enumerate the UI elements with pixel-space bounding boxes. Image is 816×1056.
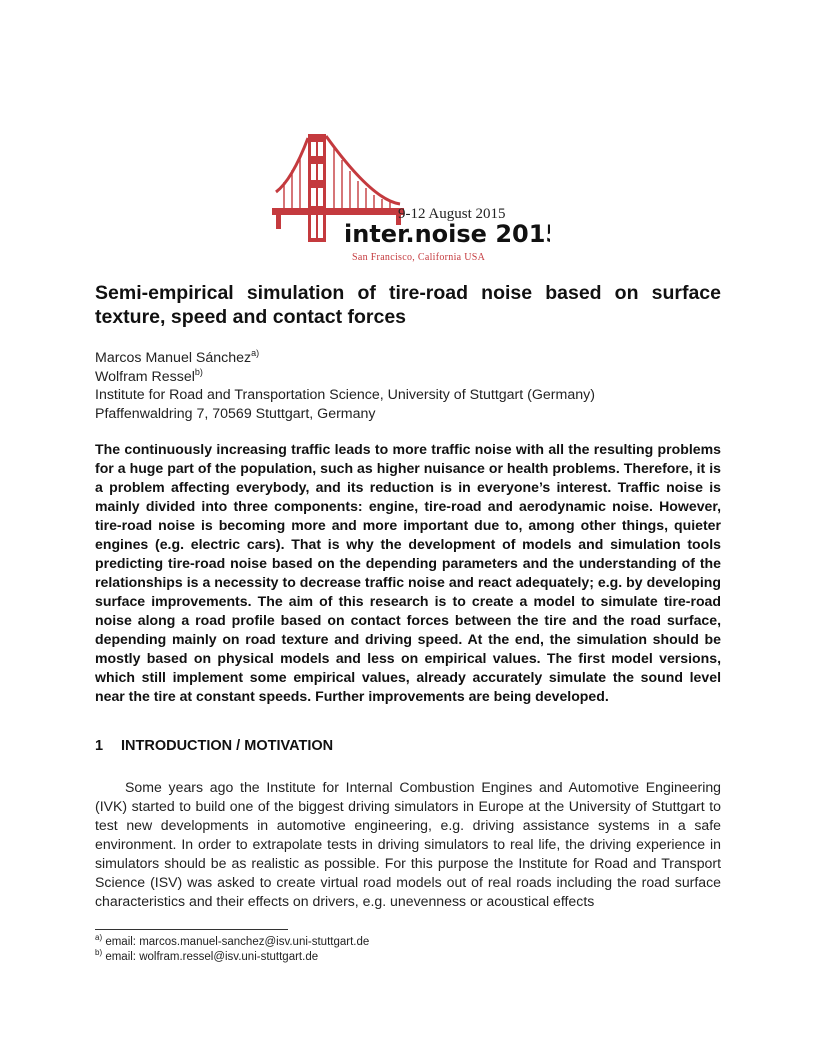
conference-logo — [272, 130, 550, 264]
address: Pfaffenwaldring 7, 70569 Stuttgart, Germany — [95, 405, 376, 422]
footnote-2 — [95, 950, 725, 965]
author-2 — [95, 368, 725, 387]
author-1 — [95, 349, 725, 368]
author-block — [95, 349, 725, 423]
author-1-name: Marcos Manuel Sánchez — [95, 350, 252, 366]
footnote-2-text: email: wolfram.ressel@isv.uni-stuttgart.de — [105, 951, 319, 963]
conference-name: inter.noise 2015 — [344, 220, 550, 248]
affiliation: Institute for Road and Transportation Science, University of Stuttgart (Germany) — [95, 387, 595, 403]
paper-title-line-1: Semi-empirical simulation of tire-road noise based on surface — [95, 282, 721, 304]
paper-title — [95, 281, 721, 329]
footnote-1-mark: a) — [95, 933, 103, 942]
intro-paragraph: Some years ago the Institute for Internal Combustion Engines and Automotive Engineering (IVK) started to build one of the biggest driving simulators in Europe at the University of Stuttgart to test new developments in automotive engineering, e.g. driving assistance systems in a safe environment. In order to extrapolate tests in driving simulators to real life, the driving experience in simulators should be as realistic as possible. For this purpose the Institute for Road and Transport Science (ISV) was asked to create virtual road models out of real roads including the road surface characteristics and their effects on drivers, e.g. unevenness or acoustical effects — [95, 779, 721, 909]
footnote-1 — [95, 935, 725, 950]
section-number: 1 — [95, 738, 104, 754]
conference-location: San Francisco, California USA — [352, 252, 486, 263]
author-1-mark: a) — [251, 348, 260, 358]
conference-dates: 9-12 August 2015 — [398, 206, 506, 222]
golden-gate-bridge-icon — [272, 130, 550, 264]
abstract: The continuously increasing traffic leads to more traffic noise with all the resulting problems for a huge part of the population, such as higher nuisance or health problems. Therefore, it is a problem affecting everybody, and its reduction is in everyone’s interest. Traffic noise is mainly divided into three components: engine, tire-road and aerodynamic noise. However, tire-road noise is becoming more and more important due to, among other things, quieter engines (e.g. electric cars). That is why the development of models and simulation tools predicting tire-road noise based on the depending parameters and the understanding of the relationships is a necessity to decrease traffic noise and react adequately; e.g. by developing surface improvements. The aim of this research is to create a model to simulate tire-road noise along a road profile based on contact forces between the tire and the road surface, depending mainly on road texture and driving speed. At the end, the simulation should be mostly based on physical models and less on empirical values. The first model versions, which still implement some empirical values, already accurately simulate the sound level near the tire at constant speeds. Further improvements are being developed. — [95, 441, 721, 704]
section-heading — [95, 738, 333, 754]
footnotes — [95, 935, 725, 965]
author-2-name: Wolfram Ressel — [95, 368, 195, 385]
footnote-1-text: email: marcos.manuel-sanchez@isv.uni-stuttgart.de — [105, 936, 370, 948]
author-2-mark: b) — [194, 366, 203, 377]
paper-title-line-2: texture, speed and contact forces — [95, 306, 407, 328]
section-title: INTRODUCTION / MOTIVATION — [121, 738, 334, 754]
footnote-divider — [95, 929, 288, 930]
footnote-2-mark: b) — [95, 948, 103, 957]
